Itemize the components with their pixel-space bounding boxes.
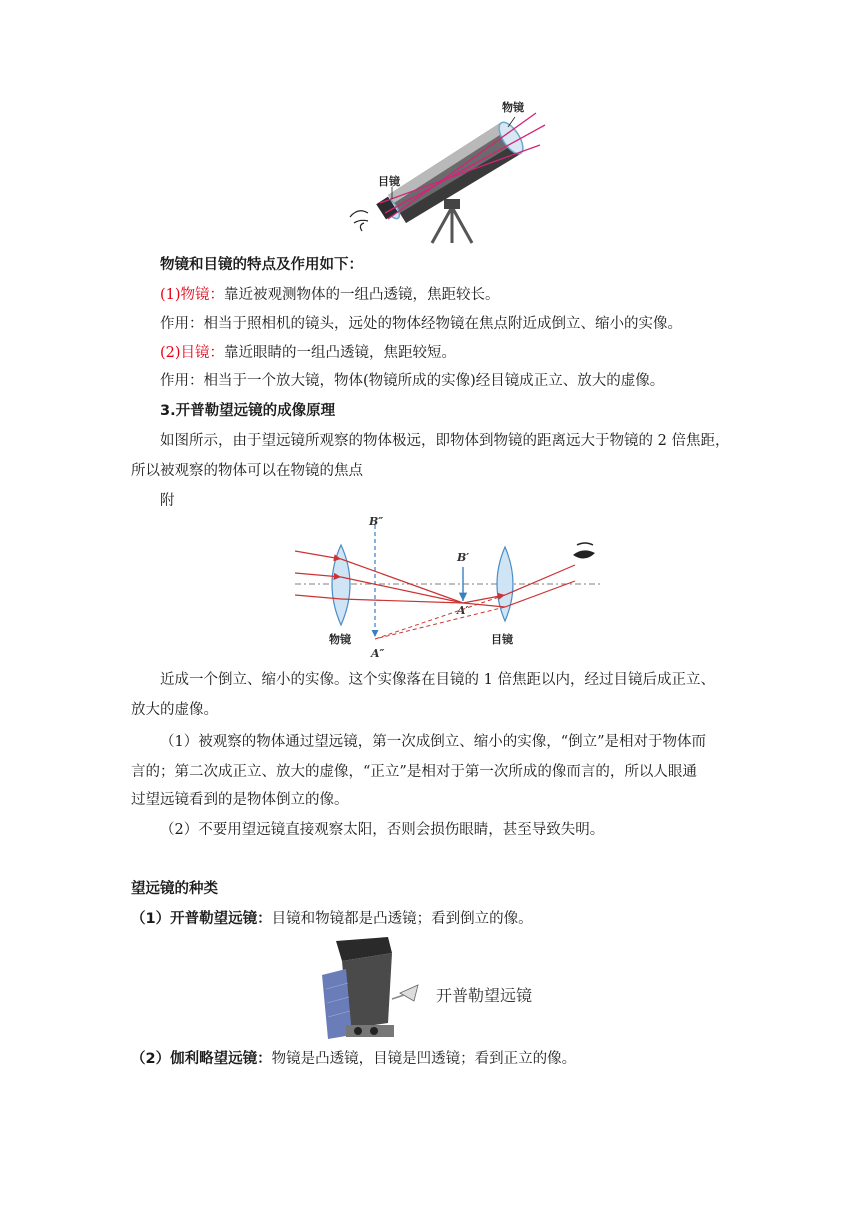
eyepiece-description bbox=[160, 343, 720, 363]
objective-label: 物镜 bbox=[502, 101, 524, 114]
type2-line bbox=[131, 1049, 691, 1069]
objective-desc: 靠近被观测物体的一组凸透镜，焦距较长。 bbox=[224, 287, 500, 303]
note1-line1: （1）被观察的物体通过望远镜，第一次成倒立、缩小的实像，“倒立”是相对于物体而 bbox=[160, 734, 707, 750]
objective-description bbox=[160, 285, 720, 305]
telescope-figure bbox=[340, 95, 560, 245]
label-a-double-prime: A″ bbox=[371, 647, 385, 660]
kepler-para-line1: 如图所示，由于望远镜所观察的物体极远，即物体到物镜的距离远大于物镜的 2 倍焦距， bbox=[160, 433, 730, 449]
eyepiece-label-2: 目镜 bbox=[491, 633, 513, 646]
label-b-double-prime: B″ bbox=[369, 515, 384, 528]
objective-prefix: (1)物镜： bbox=[160, 287, 225, 303]
objective-function: 作用：相当于照相机的镜头，远处的物体经物镜在焦点附近成倒立、缩小的实像。 bbox=[160, 316, 682, 332]
eye-icon bbox=[350, 211, 368, 231]
type1-desc: 目镜和物镜都是凸透镜；看到倒立的像。 bbox=[271, 911, 533, 927]
eyepiece-function: 作用：相当于一个放大镜，物体(物镜所成的实像)经目镜成正立、放大的虚像。 bbox=[160, 373, 665, 389]
type1-line bbox=[131, 909, 691, 929]
eyepiece-label: 目镜 bbox=[378, 175, 400, 188]
type2-prefix: （2）伽利略望远镜： bbox=[131, 1051, 272, 1067]
eye-icon bbox=[573, 543, 595, 559]
kepler-para-fu: 附 bbox=[160, 493, 175, 509]
kepler-caption: 开普勒望远镜 bbox=[436, 986, 533, 1005]
eyepiece-lens bbox=[497, 547, 513, 621]
section-intro: 物镜和目镜的特点及作用如下： bbox=[160, 257, 363, 273]
type1-prefix: （1）开普勒望远镜： bbox=[131, 911, 272, 927]
kepler-heading: 3.开普勒望远镜的成像原理 bbox=[160, 403, 336, 419]
label-a-prime: A′ bbox=[457, 604, 469, 617]
cont-line2: 放大的虚像。 bbox=[131, 702, 218, 718]
note1-line3: 过望远镜看到的是物体倒立的像。 bbox=[131, 792, 349, 808]
kepler-para-line2: 所以被观察的物体可以在物镜的焦点 bbox=[131, 463, 363, 479]
note2: （2）不要用望远镜直接观察太阳，否则会损伤眼睛，甚至导致失明。 bbox=[160, 822, 605, 838]
type2-desc: 物镜是凸透镜，目镜是凹透镜；看到正立的像。 bbox=[271, 1051, 577, 1067]
objective-label-2: 物镜 bbox=[329, 633, 351, 646]
kepler-telescope-figure bbox=[318, 935, 548, 1043]
tripod-icon bbox=[432, 199, 472, 243]
kepler-telescope-image bbox=[318, 935, 428, 1043]
types-heading: 望远镜的种类 bbox=[131, 881, 218, 897]
cont-line1: 近成一个倒立、缩小的实像。这个实像落在目镜的 1 倍焦距以内，经过目镜后成正立、 bbox=[160, 672, 715, 688]
eyepiece-prefix: (2)目镜： bbox=[160, 345, 225, 361]
kepler-ray-diagram bbox=[285, 515, 605, 660]
label-b-prime: B′ bbox=[457, 551, 470, 564]
eyepiece-desc: 靠近眼睛的一组凸透镜，焦距较短。 bbox=[224, 345, 457, 361]
objective-lens bbox=[332, 545, 350, 625]
note1-line2: 言的；第二次成正立、放大的虚像，“正立”是相对于第一次所成的像而言的，所以人眼通 bbox=[131, 764, 697, 780]
